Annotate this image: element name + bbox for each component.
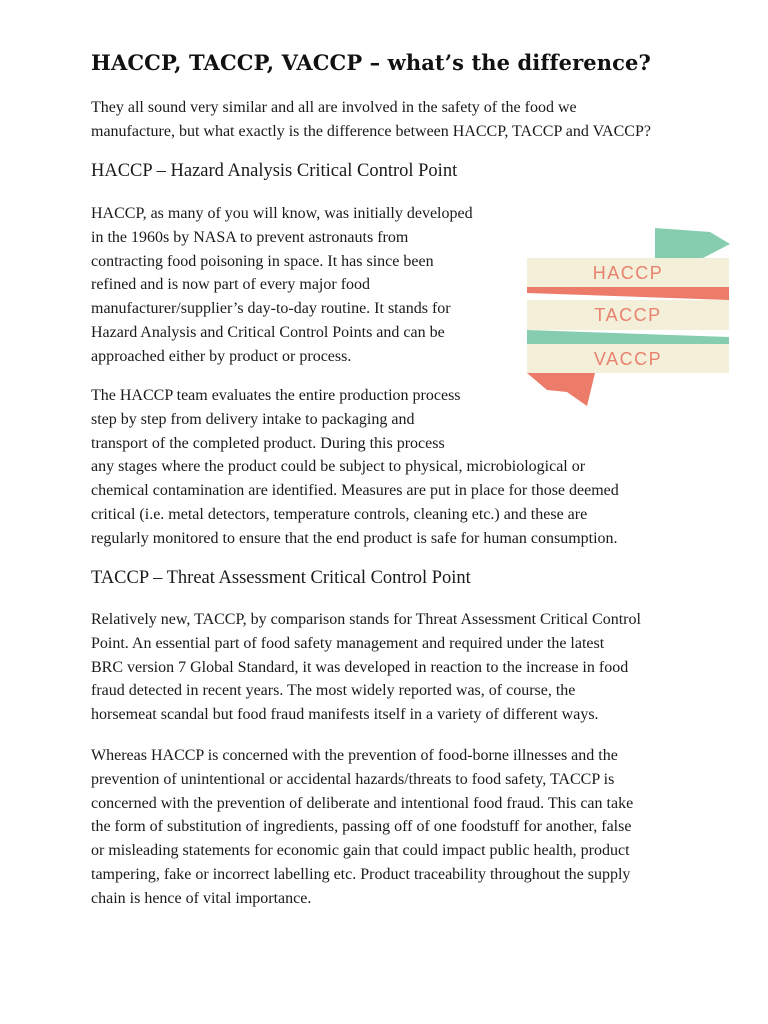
text-line: refined and is now part of every major food — [91, 276, 371, 294]
page-title: HACCP, TACCP, VACCP – what’s the difference? — [91, 50, 651, 75]
text-line: BRC version 7 Global Standard, it was developed in reaction to the increase in food — [91, 658, 629, 676]
text-line: transport of the completed product. During this process — [91, 434, 445, 452]
ribbon-fold-1 — [527, 287, 729, 300]
taccp-heading: TACCP – Threat Assessment Critical Control Point — [91, 568, 471, 588]
text-line: approached either by product or process. — [91, 347, 352, 365]
text-line: or misleading statements for economic gain that could impact public health, product — [91, 842, 630, 860]
text-line: manufacture, but what exactly is the difference between HACCP, TACCP and VACCP? — [91, 122, 651, 140]
top-ribbon-tail — [655, 228, 730, 258]
text-line: manufacturer/supplier’s day-to-day routine. It stands for — [91, 300, 451, 318]
text-line: Hazard Analysis and Critical Control Points and can be — [91, 323, 445, 341]
text-line: fraud detected in recent years. The most widely reported was, of course, the — [91, 682, 576, 700]
text-line: concerned with the prevention of deliberate and intentional food fraud. This can take — [91, 794, 634, 812]
ribbon-fold-2 — [527, 330, 729, 344]
text-line: critical (i.e. metal detectors, temperature controls, cleaning etc.) and these are — [91, 505, 588, 523]
haccp-paragraph-1 — [91, 202, 473, 369]
vaccp-label: VACCP — [593, 349, 663, 369]
text-line: contracting food poisoning in space. It has since been — [91, 252, 434, 270]
intro-paragraph — [91, 96, 651, 144]
text-line: chain is hence of vital importance. — [91, 889, 312, 907]
text-line: Point. An essential part of food safety management and required under the latest — [91, 634, 605, 652]
taccp-label: TACCP — [594, 305, 662, 325]
taccp-paragraph-1 — [91, 608, 641, 727]
text-line: regularly monitored to ensure that the end product is safe for human consumption. — [91, 529, 618, 547]
text-line: Whereas HACCP is concerned with the prevention of food-borne illnesses and the — [91, 747, 618, 764]
haccp-label: HACCP — [592, 263, 664, 283]
text-line: chemical contamination are identified. Measures are put in place for those deemed — [91, 482, 619, 500]
text-line: HACCP, as many of you will know, was initially developed — [91, 205, 473, 222]
text-line: any stages where the product could be subject to physical, microbiological or — [91, 458, 586, 476]
text-line: step by step from delivery intake to packaging and — [91, 410, 415, 428]
text-line: tampering, fake or incorrect labelling etc. Product traceability throughout the supply — [91, 865, 631, 883]
text-line: The HACCP team evaluates the entire production process — [91, 387, 461, 404]
text-line: prevention of unintentional or accidental hazards/threats to food safety, TACCP is — [91, 770, 615, 788]
haccp-heading: HACCP – Hazard Analysis Critical Control Point — [91, 161, 458, 181]
text-line: horsemeat scandal but food fraud manifests itself in a variety of different ways. — [91, 706, 599, 724]
text-line: in the 1960s by NASA to prevent astronauts from — [91, 228, 409, 246]
text-line: the form of substitution of ingredients, passing off of one foodstuff for another, false — [91, 818, 632, 836]
text-line: They all sound very similar and all are involved in the safety of the food we — [91, 99, 577, 116]
taccp-paragraph-2 — [91, 744, 633, 911]
bottom-ribbon-tail — [527, 373, 595, 406]
haccp-taccp-vaccp-banner-graphic — [505, 210, 750, 435]
text-line: Relatively new, TACCP, by comparison stands for Threat Assessment Critical Control — [91, 611, 641, 628]
banner-ribbon-illustration — [505, 210, 750, 435]
